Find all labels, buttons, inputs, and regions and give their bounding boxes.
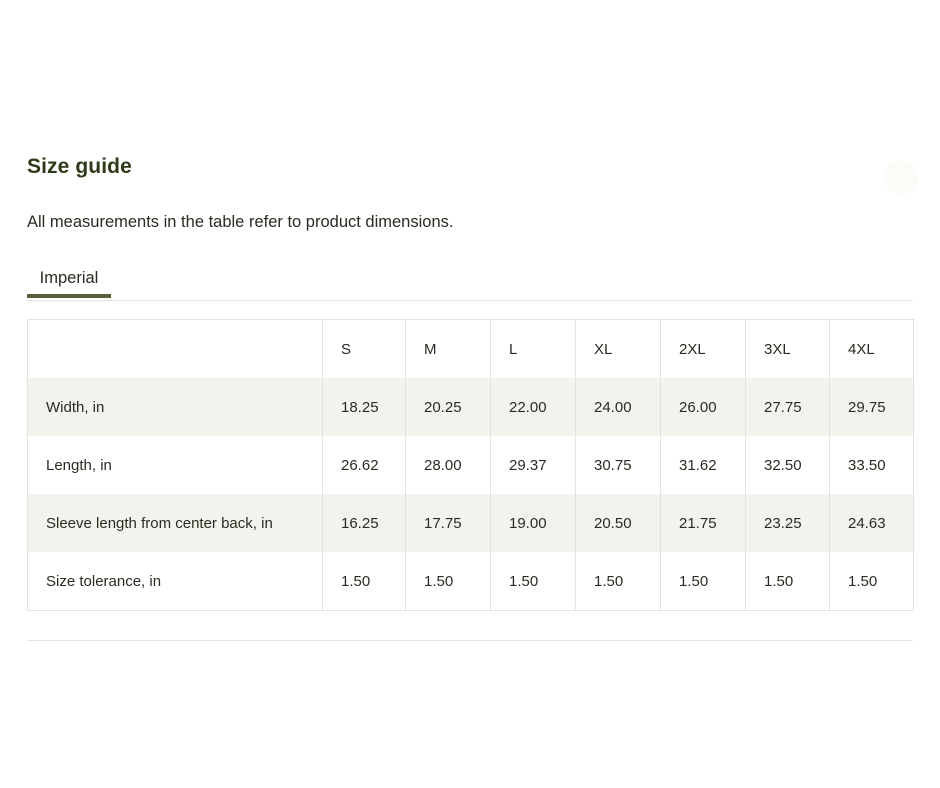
table-cell: 29.37 bbox=[491, 436, 576, 494]
table-cell: 22.00 bbox=[491, 378, 576, 436]
table-cell: 33.50 bbox=[830, 436, 914, 494]
table-cell: 17.75 bbox=[406, 494, 491, 552]
table-cell: 1.50 bbox=[491, 552, 576, 611]
table-cell: 32.50 bbox=[746, 436, 830, 494]
table-cell: 28.00 bbox=[406, 436, 491, 494]
subtitle-text: All measurements in the table refer to product dimensions. bbox=[27, 213, 454, 231]
column-header-l: L bbox=[491, 320, 576, 379]
row-label: Size tolerance, in bbox=[46, 572, 162, 590]
table-row bbox=[28, 494, 914, 552]
row-label: Sleeve length from center back, in bbox=[46, 514, 273, 532]
table-cell: 29.75 bbox=[830, 378, 914, 436]
table-cell: 1.50 bbox=[746, 552, 830, 611]
table-cell: 19.00 bbox=[491, 494, 576, 552]
column-header-2xl: 2XL bbox=[661, 320, 746, 379]
tab-imperial[interactable]: Imperial bbox=[27, 262, 111, 298]
table-row bbox=[28, 378, 914, 436]
table-cell: 30.75 bbox=[576, 436, 661, 494]
table-cell: 24.63 bbox=[830, 494, 914, 552]
table-cell: 1.50 bbox=[406, 552, 491, 611]
column-header bbox=[28, 320, 323, 379]
table-cell: 20.25 bbox=[406, 378, 491, 436]
table-cell: 21.75 bbox=[661, 494, 746, 552]
close-button[interactable] bbox=[884, 160, 918, 194]
table-cell: 1.50 bbox=[661, 552, 746, 611]
table-cell: 1.50 bbox=[323, 552, 406, 611]
table-row bbox=[28, 552, 914, 611]
column-header-3xl: 3XL bbox=[746, 320, 830, 379]
column-header-s: S bbox=[323, 320, 406, 379]
table-cell: 1.50 bbox=[830, 552, 914, 611]
table-cell: 1.50 bbox=[576, 552, 661, 611]
table-header-row bbox=[28, 320, 914, 379]
size-table bbox=[27, 319, 914, 611]
row-label: Width, in bbox=[46, 398, 105, 416]
table-row bbox=[28, 436, 914, 494]
column-header-4xl: 4XL bbox=[830, 320, 914, 379]
column-header-m: M bbox=[406, 320, 491, 379]
table-cell: 26.62 bbox=[323, 436, 406, 494]
table-cell: 20.50 bbox=[576, 494, 661, 552]
unit-tabs bbox=[27, 262, 913, 301]
table-cell: 23.25 bbox=[746, 494, 830, 552]
size-table-container bbox=[27, 319, 913, 611]
table-cell: 24.00 bbox=[576, 378, 661, 436]
row-label: Length, in bbox=[46, 456, 112, 474]
table-cell: 31.62 bbox=[661, 436, 746, 494]
table-cell: 26.00 bbox=[661, 378, 746, 436]
column-header-xl: XL bbox=[576, 320, 661, 379]
page-title: Size guide bbox=[27, 155, 132, 178]
table-cell: 27.75 bbox=[746, 378, 830, 436]
divider bbox=[27, 640, 913, 641]
table-cell: 18.25 bbox=[323, 378, 406, 436]
table-cell: 16.25 bbox=[323, 494, 406, 552]
